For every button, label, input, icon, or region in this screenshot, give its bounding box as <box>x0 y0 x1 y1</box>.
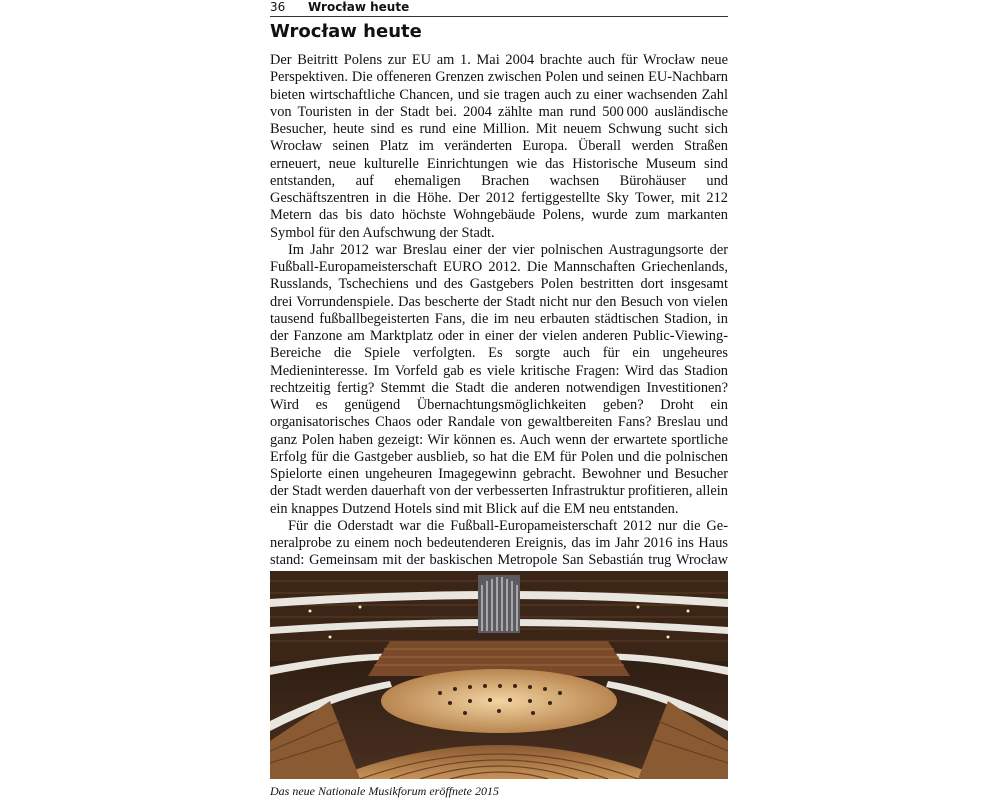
running-title: Wrocław heute <box>308 0 410 14</box>
body-text <box>270 52 728 587</box>
running-head <box>270 0 728 17</box>
chapter-title: Wrocław heute <box>270 21 422 42</box>
paragraph-3: Für die Oderstadt war die Fußball-Europameisterschaft 2012 nur die Generalprobe zu einem noch bedeutenderen Ereignis, das im Jahr 2016 ins Haus stand: Gemeinsam mit der baskischen Metropole San Sebastián trug Wrocław <box>270 517 728 569</box>
page-number: 36 <box>270 0 286 14</box>
figure-caption: Das neue Nationale Musikforum eröffnete 2015 <box>270 784 499 798</box>
concert-hall-photo <box>270 571 728 779</box>
paragraph-1: Der Beitritt Polens zur EU am 1. Mai 2004 brachte auch für Wrocław neue Perspektiven. Die offeneren Grenzen zwischen Polen und seinen EU-Nachbarn bieten wirtschaftliche Chancen, und sie tragen auch zu einer wachsenden Zahl von Touristen in der Stadt bei. 2004 zählte man rund 500 000 ausländische Besucher, heute sind es rund eine Million. Mit neuem Schwung sucht sich Wrocław seinen Platz im veränderten Europa. Überall werden Straßen erneuert, neue kulturelle Einrichtungen wie das Historische Museum sind entstanden, auf ehemaligen Brachen wachsen Bürohäuser und Geschäftszentren in die Höhe. Der 2012 fertiggestellte Sky Tower, mit 212 Metern das bis dato höchste Wohngebäude Polens, wurde zum markanten Symbol für den Aufschwung der Stadt. <box>270 52 728 241</box>
paragraph-2: Im Jahr 2012 war Breslau einer der vier polnischen Austragungsorte der Fußball-Europameisterschaft EURO 2012. Die Mannschaften Griechenlands, Russlands, Tschechiens und des Gastgebers Polen bestritten dort insgesamt drei Vorrundenspiele. Das bescherte der Stadt nicht nur den Besuch von vielen tausend fußballbegeisterten Fans, die im neu erbauten städtischen Stadion, in der Fanzone am Marktplatz oder in einer der vielen anderen Public-Viewing-Bereiche die Spiele verfolgten. Es sorgte auch für ein ungeheures Medieninteresse. Im Vorfeld gab es viele kritische Fragen: Wird das Stadion rechtzeitig fertig? Stemmt die Stadt die anderen notwendigen Investitionen? Wird es genügend Übernachtungsmöglichkeiten geben? Droht ein organisatorisches Chaos oder Randale von gewaltbereiten Fans? Breslau und ganz Polen haben gezeigt: Wir können es. Auch wenn der erwartete sportliche Erfolg für die Gastgeber ausblieb, so hat die EM für Polen und die polnischen Spielorte einen ungeheuren Imagegewinn gebracht. Bewohner und Besucher der Stadt werden dauerhaft von der verbesserten Infrastruktur profitieren, allein ein knappes Dutzend Hotels sind mit Blick auf die EM neu entstanden. <box>270 241 728 517</box>
